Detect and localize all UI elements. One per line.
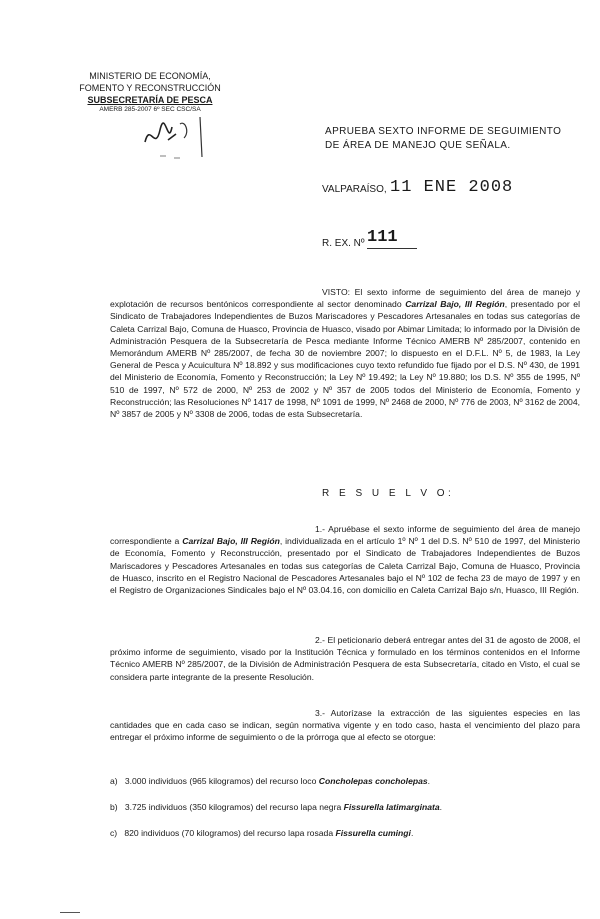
list-item: c) 820 individuos (70 kilogramos) del recurso lapa rosada Fissurella cumingi. <box>110 828 414 838</box>
footer-mark <box>60 912 80 913</box>
visto-place-bold: Carrizal Bajo, III Región <box>405 299 505 310</box>
article-1-place-bold: Carrizal Bajo, III Región <box>182 536 280 547</box>
item-letter: a) <box>110 776 118 786</box>
resolution-label: R. EX. Nº <box>322 238 365 249</box>
date-stamp: 11 ENE 2008 <box>390 178 514 197</box>
species-name: Fissurella latimarginata <box>343 802 440 812</box>
document-subject <box>325 125 580 153</box>
reference-code: AMERB 285-2007 6º SEC CSC/SA <box>99 106 201 113</box>
visto-label: VISTO: <box>322 287 351 297</box>
resolution-number: 111 <box>367 228 398 247</box>
ministry-line-1: MINISTERIO DE ECONOMÍA, <box>89 71 211 81</box>
species-name: Fissurella cumingi <box>335 828 411 838</box>
list-item: b) 3.725 individuos (350 kilogramos) del recurso lapa negra Fissurella latimarginata. <box>110 802 443 812</box>
subject-line-2: DE ÁREA DE MANEJO QUE SEÑALA. <box>325 140 511 151</box>
resolution-underline <box>367 248 417 249</box>
resuelvo-heading: R E S U E L V O: <box>322 488 455 499</box>
species-name: Concholepas concholepas <box>318 776 428 786</box>
item-letter: c) <box>110 828 118 838</box>
initials-signature-icon <box>140 112 230 162</box>
article-2: 2.- El peticionario deberá entregar antes del 31 de agosto de 2008, el próximo informe de seguimiento, visado por la Institución Técnica y formulado en los términos contenidos en el Informe Técnico AMERB Nº 285/2007, de la División de Administración Pesquera de esta Subsecretaría, citado en Visto, el cual se considera parte integrante de la presente Resolución. <box>110 635 580 682</box>
ministry-line-2: FOMENTO Y RECONSTRUCCIÓN <box>79 83 221 93</box>
subject-line-1: APRUEBA SEXTO INFORME DE SEGUIMIENTO <box>325 126 562 137</box>
article-1: 1.- Apruébase el sexto informe de seguimiento del área de manejo correspondiente a Carrizal Bajo, III Región, individualizada en el artículo 1º Nº 1 del D.S. Nº 510 de 1997, del Ministerio de Economía, Fomento y Reconstrucción, presentado por el Sindicato de Trabajadores Independientes de Buzos Mariscadores y Pescadores Artesanales en todas sus categorías de Caleta Carrizal Bajo, Comuna de Huasco, Provincia de Huasco, inscrito en el Registro Nacional de Pescadores Artesanales bajo el Nº 102 de fecha 23 de mayo de 1997 y en el Registro de Organizaciones Sindicales bajo el Nº 03.04.16, con domicilio en Caleta Carrizal Bajo s/n, Huasco, III Región. <box>110 524 581 596</box>
list-item: a) 3.000 individuos (965 kilogramos) del recurso loco Concholepas concholepas. <box>110 776 431 786</box>
article-3: 3.- Autorízase la extracción de las siguientes especies en las cantidades que en cada caso se indican, según normativa vigente y en todo caso, hasta el vencimiento del plazo para entregar el próximo informe de seguimiento o de la prórroga que al efecto se otorgue: <box>110 708 580 743</box>
subsecretaria-line: SUBSECRETARÍA DE PESCA <box>87 95 213 105</box>
place-label: VALPARAÍSO, <box>322 184 387 195</box>
item-letter: b) <box>110 802 118 812</box>
ministry-header <box>50 70 250 114</box>
visto-paragraph: VISTO: El sexto informe de seguimiento del área de manejo y explotación de recursos bentónicos correspondiente al sector denominado Carrizal Bajo, III Región, presentado por el Sindicato de Trabajadores Independientes de Buzos Mariscadores y Pescadores Artesanales en todas sus categorías de Caleta Carrizal Bajo, Comuna de Huasco, Provincia de Huasco, visado por Abimar Limitada; lo informado por la División de Administración Pesquera de la Subsecretaría de Pesca mediante Informe Técnico AMERB Nº 285/2007, contenido en Memorándum AMERB Nº 285/2007, de fecha 30 de noviembre 2007; lo dispuesto en el D.F.L. Nº 5, de 1983, la Ley General de Pesca y Acuicultura Nº 18.892 y sus modificaciones cuyo texto refundido fue fijado por el D.S. Nº 430, de 1991 del Ministerio de Economía, Fomento y Reconstrucción; la Ley Nº 19.492; la Ley Nº 19.880; los D.S. Nº 355 de 1995, Nº 510 de 1997, Nº 572 de 2000, Nº 253 de 2002 y Nº 357 de 2005 todos del Ministerio de Economía, Fomento y Reconstrucción; las Resoluciones Nº 1417 de 1998, Nº 1091 de 1999, Nº 2468 de 2000, Nº 776 de 2003, Nº 3162 de 2004, Nº 3857 de 2005 y Nº 3308 de 2006, todas de esta Subsecretaría. <box>110 287 580 420</box>
